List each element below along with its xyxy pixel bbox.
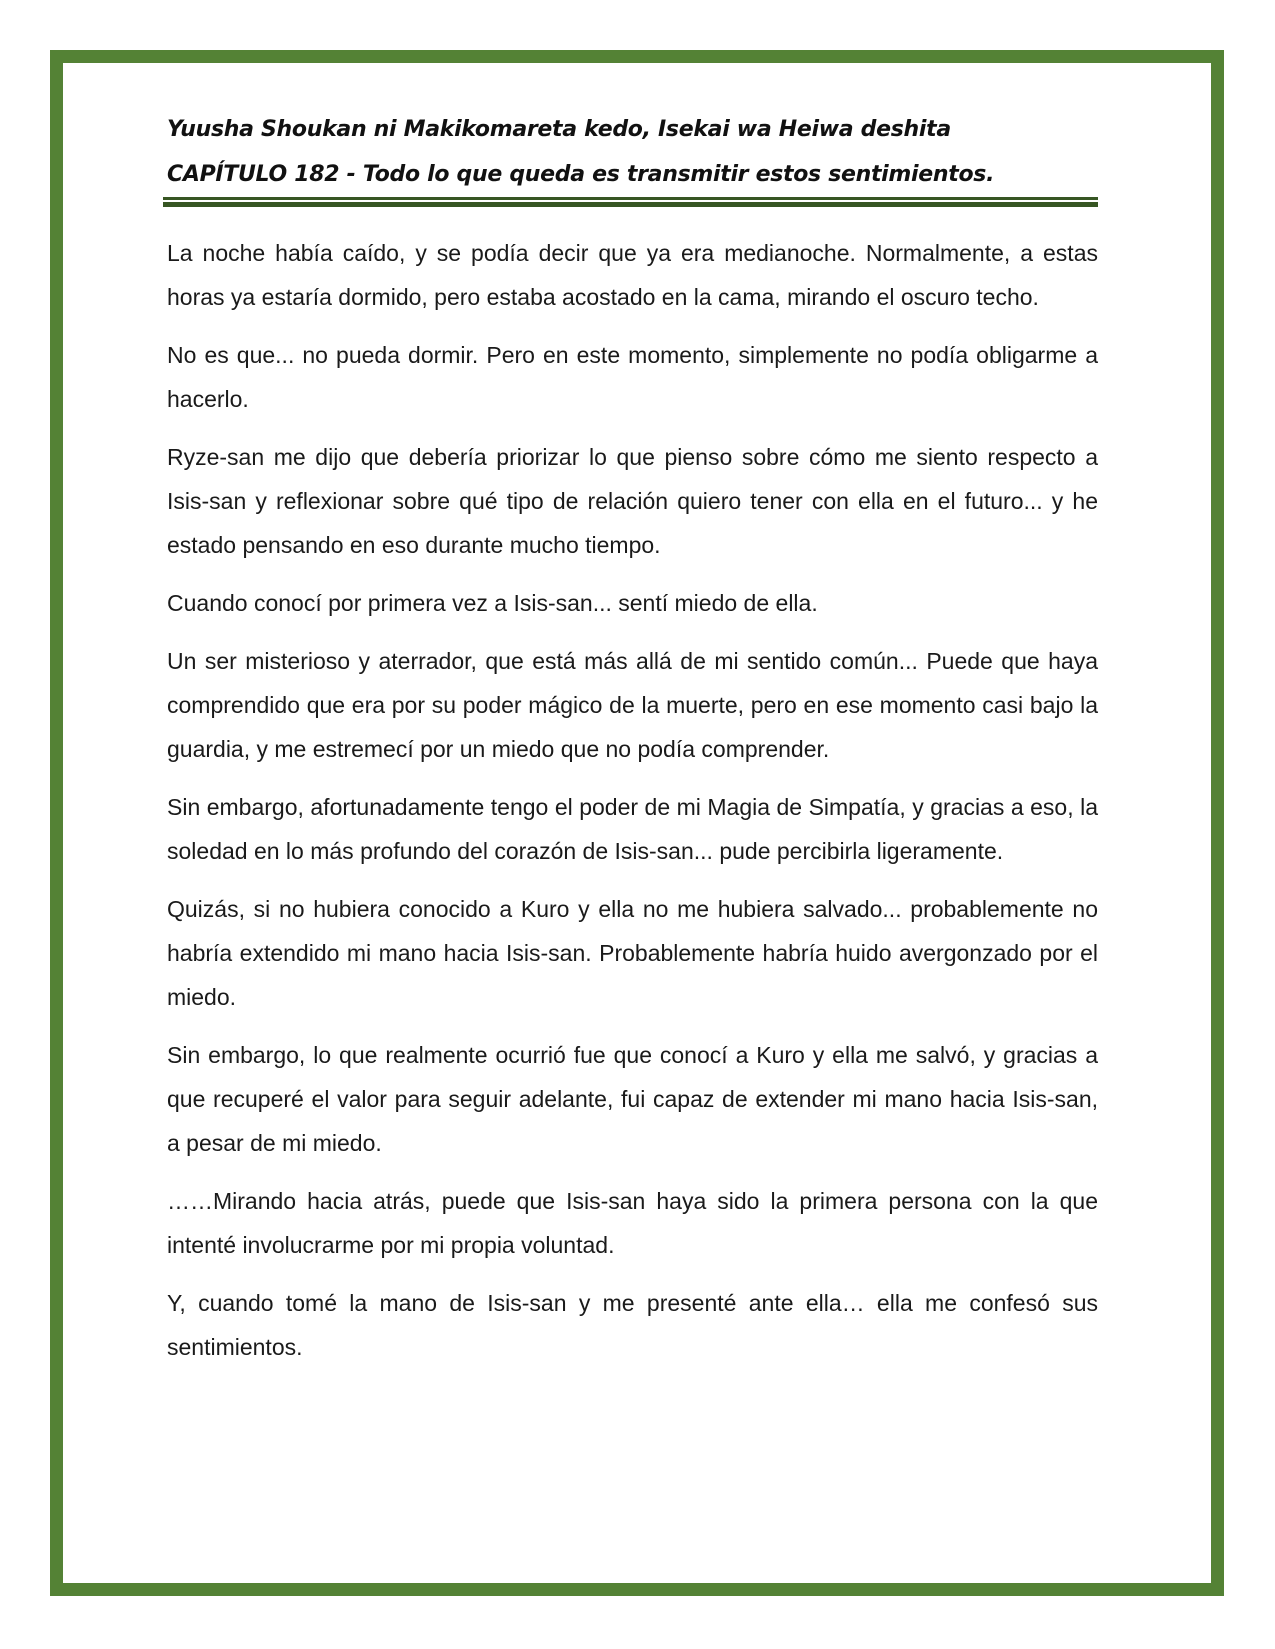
header-double-rule <box>163 197 1098 207</box>
paragraph: Sin embargo, afortunadamente tengo el poder de mi Magia de Simpatía, y gracias a eso, la soledad en lo más profundo del corazón de Isis-san... pude percibirla ligeramente. <box>167 794 1098 864</box>
paragraph: Cuando conocí por primera vez a Isis-san... sentí miedo de ella. <box>167 590 818 616</box>
body-text <box>163 231 1098 1369</box>
paragraph: La noche había caído, y se podía decir que ya era medianoche. Normalmente, a estas horas ya estaría dormido, pero estaba acostado en la cama, mirando el oscuro techo. <box>167 240 1098 310</box>
chapter-heading: CAPÍTULO 182 - Todo lo que queda es transmitir estos sentimientos. <box>167 162 995 187</box>
paragraph: Ryze-san me dijo que debería priorizar lo que pienso sobre cómo me siento respecto a Isis-san y reflexionar sobre qué tipo de relación quiero tener con ella en el futuro... y he estado pensando en eso durante mucho tiempo. <box>167 444 1098 558</box>
document-title: Yuusha Shoukan ni Makikomareta kedo, Isekai wa Heiwa deshita <box>167 117 951 142</box>
paragraph: Un ser misterioso y aterrador, que está más allá de mi sentido común... Puede que haya comprendido que era por su poder mágico de la muerte, pero en ese momento casi bajo la guardia, y me estremecí por un miedo que no podía comprender. <box>167 648 1098 762</box>
paragraph: Y, cuando tomé la mano de Isis-san y me presenté ante ella… ella me confesó sus sentimientos. <box>167 1290 1098 1360</box>
paragraph: ……Mirando hacia atrás, puede que Isis-san haya sido la primera persona con la que intenté involucrarme por mi propia voluntad. <box>167 1188 1098 1258</box>
paragraph: No es que... no pueda dormir. Pero en este momento, simplemente no podía obligarme a hacerlo. <box>167 342 1098 412</box>
paragraph: Quizás, si no hubiera conocido a Kuro y ella no me hubiera salvado... probablemente no habría extendido mi mano hacia Isis-san. Probablemente habría huido avergonzado por el miedo. <box>167 896 1098 1010</box>
document-content <box>163 115 1098 1383</box>
paragraph: Sin embargo, lo que realmente ocurrió fue que conocí a Kuro y ella me salvó, y gracias a que recuperé el valor para seguir adelante, fui capaz de extender mi mano hacia Isis-san, a pesar de mi miedo. <box>167 1042 1098 1156</box>
